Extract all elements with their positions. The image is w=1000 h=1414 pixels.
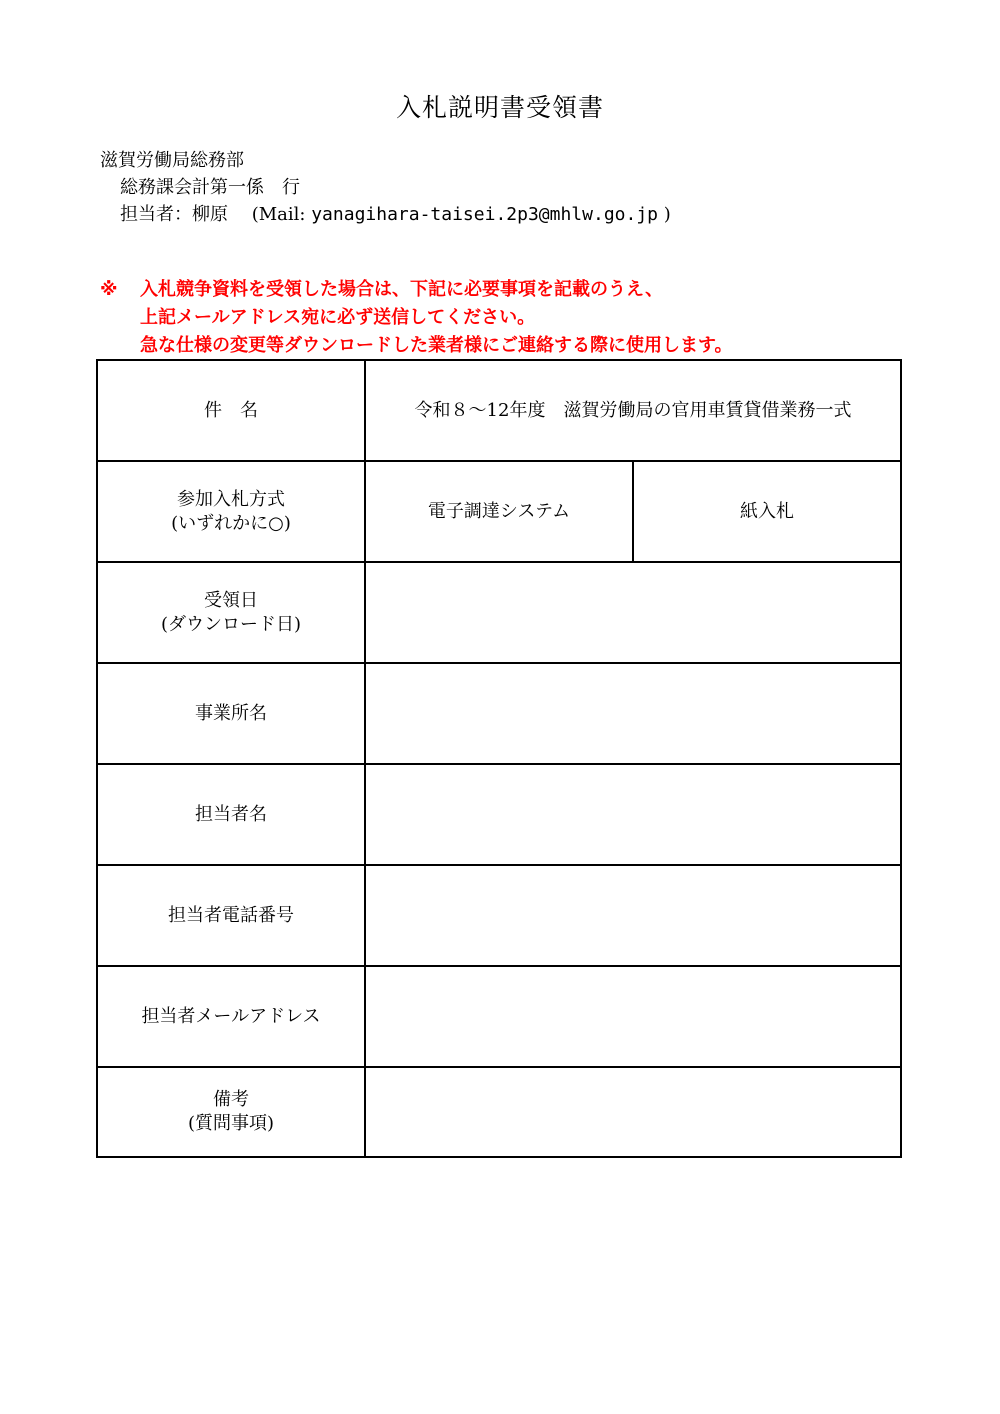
row-remarks xyxy=(97,1067,901,1157)
person-name-field[interactable] xyxy=(365,764,901,865)
email-label: 担当者メールアドレス xyxy=(97,966,365,1067)
remarks-label-line1: 備考 xyxy=(213,1089,249,1110)
phone-field[interactable] xyxy=(365,865,901,966)
subject-label: 件 名 xyxy=(97,360,365,461)
notice-line-3: 急な仕様の変更等ダウンロードした業者様にご連絡する際に使用します。 xyxy=(140,335,733,356)
addressee-section: 総務課会計第一係 行 xyxy=(120,177,300,198)
row-phone xyxy=(97,865,901,966)
bid-method-label-line2: (いずれかに○) xyxy=(171,512,291,534)
notice-mark: ※ xyxy=(100,279,118,300)
office-name-field[interactable] xyxy=(365,663,901,764)
office-name-label: 事業所名 xyxy=(97,663,365,764)
notice-line-2: 上記メールアドレス宛に必ず送信してください。 xyxy=(140,307,536,328)
received-date-label-line1: 受領日 xyxy=(204,589,258,611)
notice-text-1: 入札競争資料を受領した場合は、下記に必要事項を記載のうえ、 xyxy=(140,279,664,300)
addressee-department: 滋賀労働局総務部 xyxy=(100,150,244,171)
phone-label: 担当者電話番号 xyxy=(97,865,365,966)
remarks-field[interactable] xyxy=(365,1067,901,1157)
row-office-name xyxy=(97,663,901,764)
bid-method-label-line1: 参加入札方式 xyxy=(177,488,285,510)
notice-line-1 xyxy=(100,276,733,304)
remarks-label-line2: (質問事項) xyxy=(187,1113,275,1134)
remarks-label xyxy=(97,1067,365,1157)
row-subject xyxy=(97,360,901,461)
contact-prefix: 担当者：柳原 (Mail: xyxy=(120,204,312,225)
notice-block xyxy=(100,276,733,360)
row-received-date xyxy=(97,562,901,663)
received-date-field[interactable] xyxy=(365,562,901,663)
row-email xyxy=(97,966,901,1067)
person-name-label: 担当者名 xyxy=(97,764,365,865)
bid-method-electronic-option[interactable]: 電子調達システム xyxy=(365,461,633,562)
bid-method-label xyxy=(97,461,365,562)
document-title: 入札説明書受領書 xyxy=(395,93,604,122)
bid-method-paper-option[interactable]: 紙入札 xyxy=(633,461,901,562)
received-date-label xyxy=(97,562,365,663)
received-date-label-line2: (ダウンロード日) xyxy=(160,613,302,635)
receipt-form-table xyxy=(96,359,902,1158)
row-person-name xyxy=(97,764,901,865)
contact-suffix: ) xyxy=(658,204,671,225)
contact-email: yanagihara-taisei.2p3@mhlw.go.jp xyxy=(311,204,658,225)
addressee-contact xyxy=(120,202,671,228)
subject-value: 令和８～12年度 滋賀労働局の官用車賃貸借業務一式 xyxy=(365,360,901,461)
email-field[interactable] xyxy=(365,966,901,1067)
row-bid-method xyxy=(97,461,901,562)
